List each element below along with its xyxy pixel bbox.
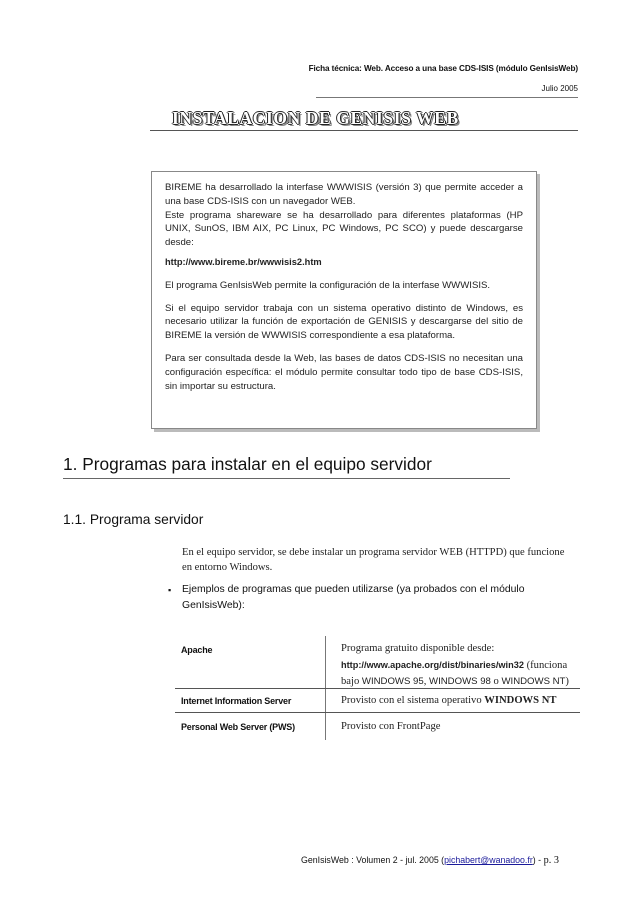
server-name: Personal Web Server (PWS) [181, 722, 295, 732]
bullet-text: Ejemplos de programas que pueden utilizarse (ya probados con el módulo GenIsisWeb): [182, 584, 525, 611]
document-title: INSTALACION DE GENISIS WEB [172, 108, 459, 128]
intro-url-paragraph [165, 256, 523, 270]
apache-desc-o: o [490, 676, 502, 687]
server-name: Internet Information Server [181, 696, 292, 706]
apache-desc-end: ) [565, 676, 569, 687]
header-divider [316, 97, 578, 98]
intro-paragraph-3: Si el equipo servidor trabaja con un sistema operativo distinto de Windows, es necesario utilizar la función de exportación de GENISIS y descargarse del sitio de BIREME la versión de WWWISIS correspondiente a esa plataforma. [165, 302, 523, 342]
table-row [175, 689, 580, 713]
apache-desc-bajo: bajo [341, 676, 362, 687]
apache-url[interactable]: http://www.apache.org/dist/binaries/win32 [341, 660, 524, 670]
intro-box [151, 171, 537, 429]
section-heading-underline [63, 478, 510, 479]
page-footer [301, 855, 559, 866]
intro-paragraph-4: Para ser consultada desde la Web, las bases de datos CDS-ISIS no necesitan una configuración específica: el módulo permite consultar todo tipo de base CDS-ISIS, sin importar su estructura. [165, 352, 523, 392]
footer-prefix: GenIsisWeb : Volumen 2 - jul. 2005 ( [301, 855, 445, 865]
intro-box-content [165, 181, 523, 402]
intro-line-2: Este programa shareware se ha desarrollado para diferentes plataformas (HP UNIX, SunOS, IBM AIX, PC Linux, PC Windows, PC SCO) y puede descargarse desde: [165, 209, 523, 249]
intro-paragraph-1 [165, 181, 523, 250]
os-windows-nt: WINDOWS NT [501, 676, 566, 687]
apache-desc-line: Programa gratuito disponible desde: [341, 643, 495, 654]
bireme-url[interactable]: http://www.bireme.br/wwwisis2.htm [165, 256, 322, 267]
header-date: Julio 2005 [541, 84, 578, 93]
apache-desc-sep: , [423, 676, 430, 687]
footer-suffix: ) - [532, 855, 542, 865]
os-windows-98: WINDOWS 98 [429, 676, 491, 687]
server-description [341, 693, 579, 709]
iis-os-name: WINDOWS NT [484, 695, 557, 706]
subsection-heading: 1.1. Programa servidor [63, 512, 204, 527]
header-title: Ficha técnica: Web. Acceso a una base CDS-ISIS (módulo GenIsisWeb) [308, 64, 578, 73]
table-row [175, 713, 580, 739]
server-table [175, 635, 580, 739]
os-windows-95: WINDOWS 95 [361, 676, 424, 687]
footer-email-link[interactable]: pichabert@wanadoo.fr [444, 855, 533, 865]
bullet-square-icon: ▪ [168, 585, 172, 595]
server-name: Apache [181, 645, 213, 655]
intro-line-1: BIREME ha desarrollado la interfase WWWISIS (versión 3) que permite acceder a una base CDS-ISIS con un navegador WEB. [165, 182, 523, 207]
server-description: Provisto con FrontPage [341, 721, 441, 732]
section-heading: 1. Programas para instalar en el equipo servidor [63, 454, 432, 474]
iis-desc-prefix: Provisto con el sistema operativo [341, 695, 485, 706]
title-divider [150, 130, 578, 131]
server-description [341, 641, 579, 690]
page-number: p. 3 [541, 855, 559, 866]
intro-paragraph-2: El programa GenIsisWeb permite la configuración de la interfase WWWISIS. [165, 279, 491, 291]
apache-desc-suffix: (funciona [523, 660, 568, 671]
table-row [175, 635, 580, 689]
server-paragraph: En el equipo servidor, se debe instalar un programa servidor WEB (HTTPD) que funcione en entorno Windows. [182, 547, 565, 573]
